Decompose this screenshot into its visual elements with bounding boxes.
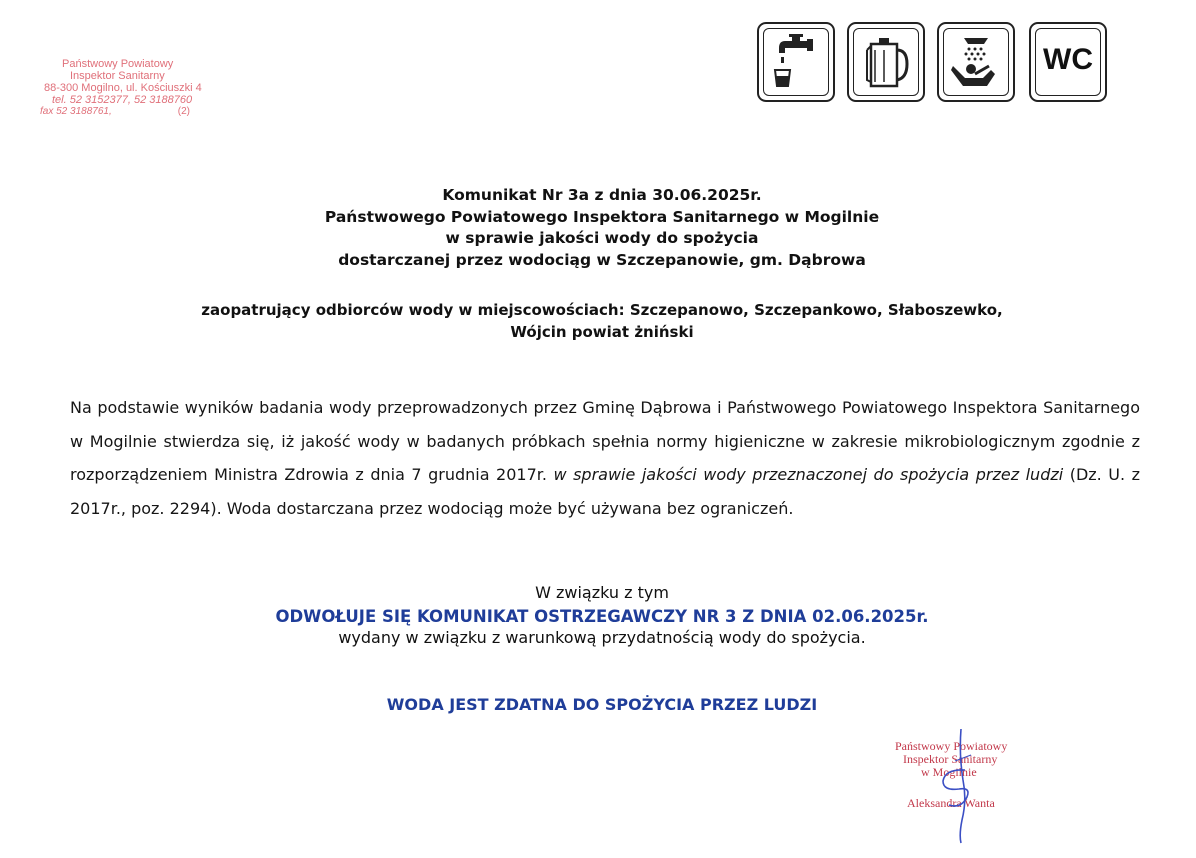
revocation-notice: ODWOŁUJE SIĘ KOMUNIKAT OSTRZEGAWCZY NR 3 Z DNIA 02.06.2025r. [275, 607, 929, 626]
body-part-2: (Dz. U. z 2017r., poz. 2294). Woda dostarczana przez wodociąg może być używana bez ograniczeń. [70, 465, 1141, 518]
signature-stamp-line-2: Inspektor Sanitarny [903, 752, 998, 766]
stamp-address: 88-300 Mogilno, ul. Kościuszki 4 [44, 82, 202, 94]
conclusion-intro: W związku z tym [535, 583, 669, 602]
verdict: WODA JEST ZDATNA DO SPOŻYCIA PRZEZ LUDZI [386, 695, 818, 714]
heading-supplier: dostarczanej przez wodociąg w Szczepanowie, gm. Dąbrowa [338, 250, 866, 269]
shower-bath-icon [937, 22, 1015, 102]
handwritten-signature [915, 725, 985, 845]
wc-icon [1029, 22, 1107, 102]
stamp-phone: tel. 52 3152377, 52 3188760 [52, 94, 193, 106]
revocation-reason: wydany w związku z warunkową przydatnością wody do spożycia. [338, 628, 866, 647]
stamp-fax-line [40, 106, 255, 118]
stamp-number: (2) [177, 106, 190, 117]
heading-subject: w sprawie jakości wody do spożycia [445, 229, 759, 247]
signature-stamp-line-1: Państwowy Powiatowy [895, 739, 1008, 753]
stamp-line-1: Państwowy Powiatowy [62, 58, 174, 70]
announcement-heading [90, 185, 1114, 271]
body-paragraph [70, 391, 1140, 525]
body-regulation-title: w sprawie jakości wody przeznaczonej do spożycia przez ludzi [553, 465, 1064, 484]
heading-authority: Państwowego Powiatowego Inspektora Sanitarnego w Mogilnie [324, 207, 880, 226]
stamp-line-2: Inspektor Sanitarny [70, 70, 165, 82]
supply-area-line-1: zaopatrujący odbiorców wody w miejscowościach: Szczepanowo, Szczepankowo, Słaboszewko, [201, 301, 1003, 319]
signatory-name: Aleksandra Wanta [907, 796, 995, 810]
supply-area-line-2: Wójcin powiat żniński [510, 323, 694, 341]
wc-label: WC [1043, 43, 1093, 76]
drinking-water-tap-icon [757, 22, 835, 102]
supply-area [90, 299, 1114, 343]
signature-stamp-line-3: w Mogilnie [921, 765, 977, 779]
heading-title: Komunikat Nr 3a z dnia 30.06.2025r. [442, 186, 762, 204]
header-stamp [40, 58, 255, 118]
kettle-icon [847, 22, 925, 102]
body-part-1: Na podstawie wyników badania wody przeprowadzonych przez Gminę Dąbrowa i Państwowego Powiatowego Inspektora Sanitarnego w Mogilnie stwierdza się, iż jakość wody w badanych próbkach spełnia normy higieniczne w zakresie mikrobiologicznym zgodnie z rozporządzeniem Ministra Zdrowia z dnia 7 grudnia 2017r. [70, 398, 1140, 484]
stamp-fax: fax 52 3188761, [40, 106, 112, 117]
